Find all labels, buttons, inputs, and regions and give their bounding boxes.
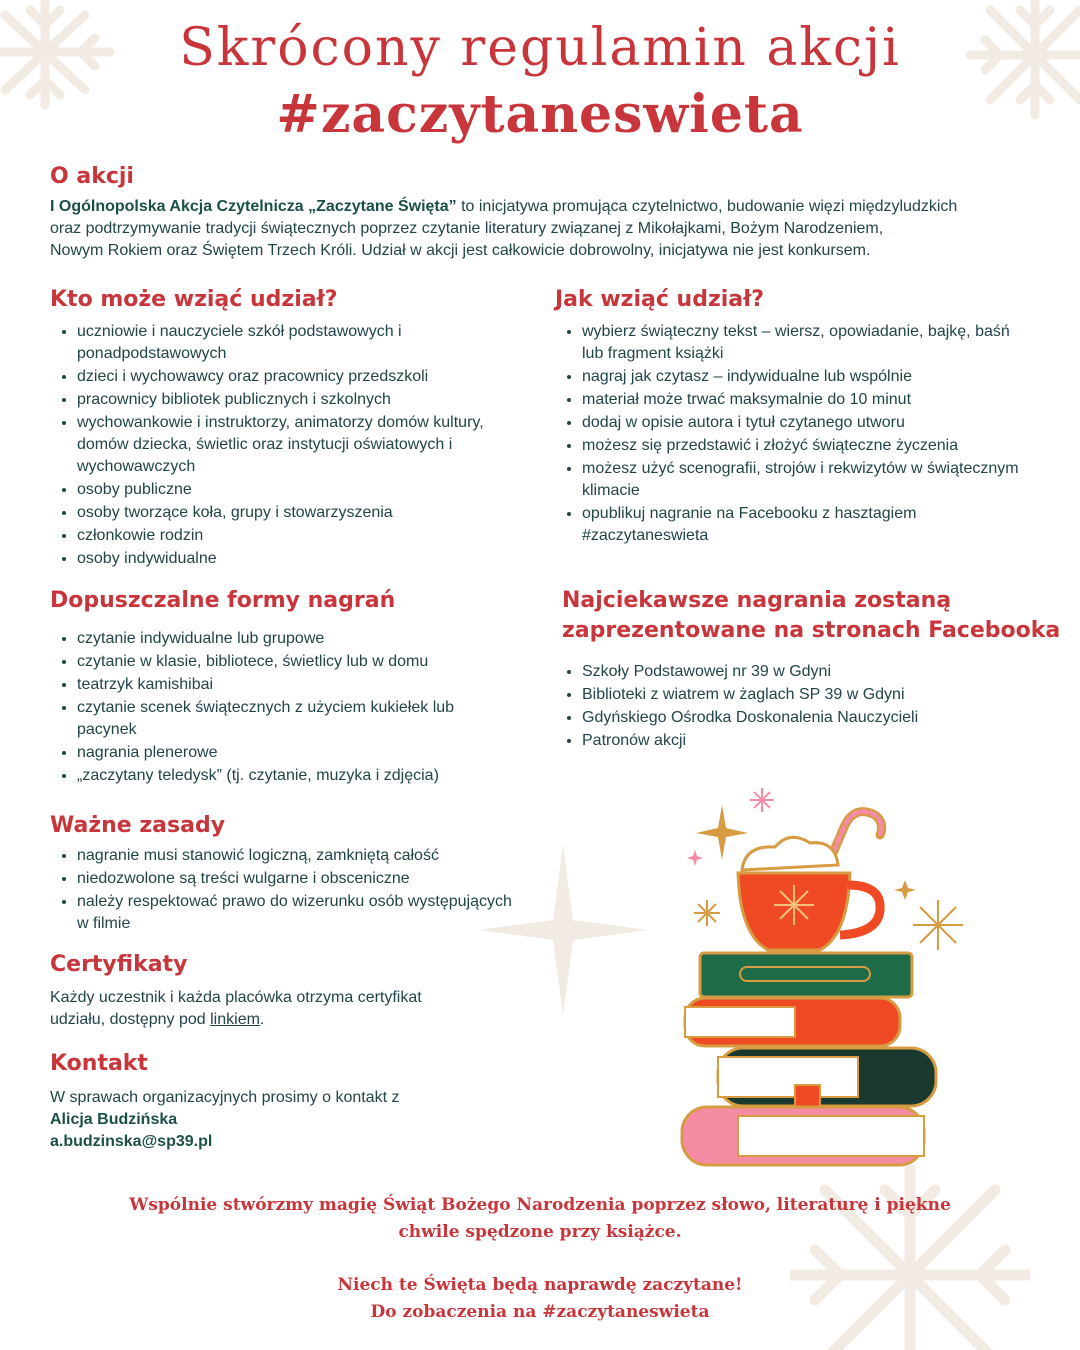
list-item: • należy respektować prawo do wizerunku osób występujących w filmie (77, 890, 517, 935)
section-heading-kto: Kto może wziąć udział? (50, 287, 338, 312)
list-item: • dzieci i wychowawcy oraz pracownicy przedszkoli (77, 365, 497, 388)
list-item: • Szkoły Podstawowej nr 39 w Gdyni (582, 660, 1032, 683)
list-item: • czytanie scenek świątecznych z użyciem kukiełek lub pacynek (77, 696, 517, 741)
sparkle-icon (894, 880, 916, 900)
sparkle-icon (694, 900, 720, 926)
showcase-list (555, 660, 1032, 752)
certificates-paragraph: Każdy uczestnik i każda placówka otrzyma certyfikat udziału, dostępny pod linkiem. (50, 989, 422, 1028)
section-heading-o-akcji: O akcji (50, 164, 134, 189)
sparkle-icon (696, 805, 748, 860)
sparkle-icon (913, 900, 963, 950)
page-title: Skrócony regulamin akcji (179, 18, 901, 78)
contact-email[interactable]: a.budzinska@sp39.pl (50, 1133, 213, 1150)
contact-paragraph: W sprawach organizacyjnych prosimy o kontakt z Alicja Budzińska a.budzinska@sp39.pl (50, 1089, 400, 1150)
about-paragraph: I Ogólnopolska Akcja Czytelnicza „Zaczytane Święta” to inicjatywa promująca czytelnictwo, budowanie więzi międzyludzkich oraz podtrzymywanie tradycji świątecznych poprzez czytanie literatury związanej z Mikołajkami, Bożym Narodzeniem, Nowym Rokiem oraz Świętem Trzech Króli. Udział w akcji jest całkowicie dobrowolny, inicjatywa nie jest konkursem. (50, 198, 958, 259)
contact-name: Alicja Budzińska (50, 1111, 178, 1128)
section-heading-certyfikaty: Certyfikaty (50, 952, 188, 977)
list-item: • czytanie w klasie, bibliotece, świetlicy lub w domu (77, 650, 517, 673)
list-item: • nagraj jak czytasz – indywidualne lub wspólnie (582, 365, 1032, 388)
forms-list (50, 627, 517, 787)
list-item: • opublikuj nagranie na Facebooku z hasztagiem #zaczytaneswieta (582, 502, 1032, 547)
action-name: I Ogólnopolska Akcja Czytelnicza „Zaczytane Święta” (50, 198, 457, 215)
list-item: • możesz użyć scenografii, strojów i rekwizytów w świątecznym klimacie (582, 457, 1032, 502)
list-item: • osoby indywidualne (77, 547, 497, 570)
list-item: • czytanie indywidualne lub grupowe (77, 627, 517, 650)
closing-wish: Niech te Święta będą naprawdę zaczytane! Do zobaczenia na #zaczytaneswieta (337, 1275, 743, 1322)
list-item: • Biblioteki z wiatrem w żaglach SP 39 w Gdyni (582, 683, 1032, 706)
closing-message: Wspólnie stwórzmy magię Świąt Bożego Narodzenia poprzez słowo, literaturę i piękne chwile spędzone przy książce. (129, 1195, 951, 1242)
how-list (555, 320, 1032, 547)
list-item: • nagranie musi stanowić logiczną, zamkniętą całość (77, 844, 517, 867)
sparkle-icon (750, 788, 774, 812)
list-item: • Gdyńskiego Ośrodka Doskonalenia Nauczycieli (582, 706, 1032, 729)
list-item: • pracownicy bibliotek publicznych i szkolnych (77, 388, 497, 411)
list-item: • członkowie rodzin (77, 524, 497, 547)
cup-and-books-illustration (670, 785, 970, 1175)
certificate-link[interactable]: linkiem (210, 1011, 260, 1028)
section-heading-zasady: Ważne zasady (50, 813, 226, 838)
section-heading-najciekawsze: Najciekawsze nagrania zostaną zaprezentowane na stronach Facebooka (562, 588, 1061, 643)
list-item: • możesz się przedstawić i złożyć świąteczne życzenia (582, 434, 1032, 457)
page-hashtag: #zaczytaneswieta (276, 84, 804, 145)
section-heading-formy: Dopuszczalne formy nagrań (50, 588, 396, 613)
list-item: • dodaj w opisie autora i tytuł czytanego utworu (582, 411, 1032, 434)
section-heading-jak: Jak wziąć udział? (555, 287, 765, 312)
list-item: • teatrzyk kamishibai (77, 673, 517, 696)
list-item: • osoby tworzące koła, grupy i stowarzyszenia (77, 501, 497, 524)
list-item: • niedozwolone są treści wulgarne i obsceniczne (77, 867, 517, 890)
section-heading-kontakt: Kontakt (50, 1051, 148, 1076)
list-item: • nagrania plenerowe (77, 741, 517, 764)
list-item: • wychowankowie i instruktorzy, animatorzy domów kultury, domów dziecka, świetlic oraz instytucji oświatowych i wychowawczych (77, 411, 497, 478)
list-item: • materiał może trwać maksymalnie do 10 minut (582, 388, 1032, 411)
list-item: • „zaczytany teledysk” (tj. czytanie, muzyka i zdjęcia) (77, 764, 517, 787)
list-item: • wybierz świąteczny tekst – wiersz, opowiadanie, bajkę, baśń lub fragment książki (582, 320, 1032, 365)
list-item: • Patronów akcji (582, 729, 1032, 752)
sparkle-icon (687, 850, 703, 866)
list-item: • uczniowie i nauczyciele szkół podstawowych i ponadpodstawowych (77, 320, 497, 365)
who-list (50, 320, 497, 570)
list-item: • osoby publiczne (77, 478, 497, 501)
rules-list (50, 844, 517, 935)
